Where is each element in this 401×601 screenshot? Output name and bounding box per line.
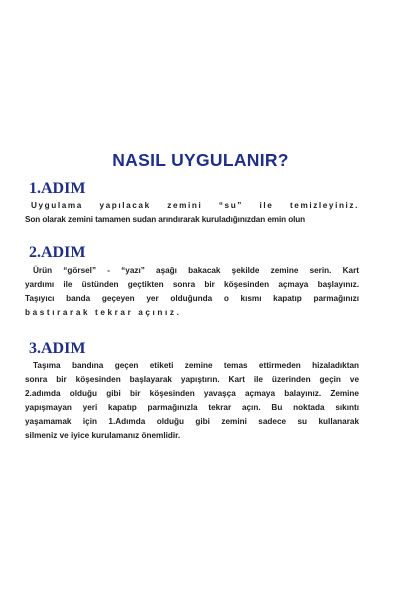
step-3-line-4: yapışmayan yeri kapatıp parmağınızla tekrar açın. Bu noktada sıkıntı [25,403,359,412]
step-2-line-4: bastırarak tekrar açınız. [25,308,182,317]
step-3-text [25,359,359,443]
step-3-line-5: yaşamamak için 1.Adımda olduğu gibi zemini sadece su kullanarak [25,417,359,426]
step-3-heading: 3.ADIM [29,340,86,357]
step-1-line-2: Son olarak zemini tamamen sudan arındırarak kuruladığınızdan emin olun [25,215,306,224]
page-title: NASIL UYGULANIR? [112,150,289,170]
step-1-heading: 1.ADIM [29,180,86,197]
step-2-heading: 2.ADIM [29,244,86,261]
step-3-line-2: sonra bir köşesinden başlayarak yapıştırın. Kart ile üzerinden geçin ve [25,375,359,384]
step-3-line-1: Taşıma bandına geçen etiketi zemine temas ettirmeden hizaladıktan [33,361,359,370]
step-2-line-3: Taşıyıcı banda geçeyen yer olduğunda o kısmı kapatıp parmağınızı [25,294,359,303]
step-2-line-2: yardımı ile üstünden geçtikten sonra bir köşesinden açmaya başlayınız. [25,280,359,289]
step-2-text [25,264,359,320]
step-3-line-6: silmeniz ve iyice kurulamanız önemlidir. [25,431,181,440]
step-1-line-1: Uygulama yapılacak zemini “su” ile temizleyiniz. [31,201,359,210]
step-1-text [25,199,359,227]
step-3-line-3: 2.adımda olduğu gibi bir köşesinden yavaşça açmaya balayınız. Zemine [25,389,359,398]
step-2-line-1: Ürün “görsel” - “yazı” aşağı bakacak şekilde zemine serin. Kart [33,266,359,275]
